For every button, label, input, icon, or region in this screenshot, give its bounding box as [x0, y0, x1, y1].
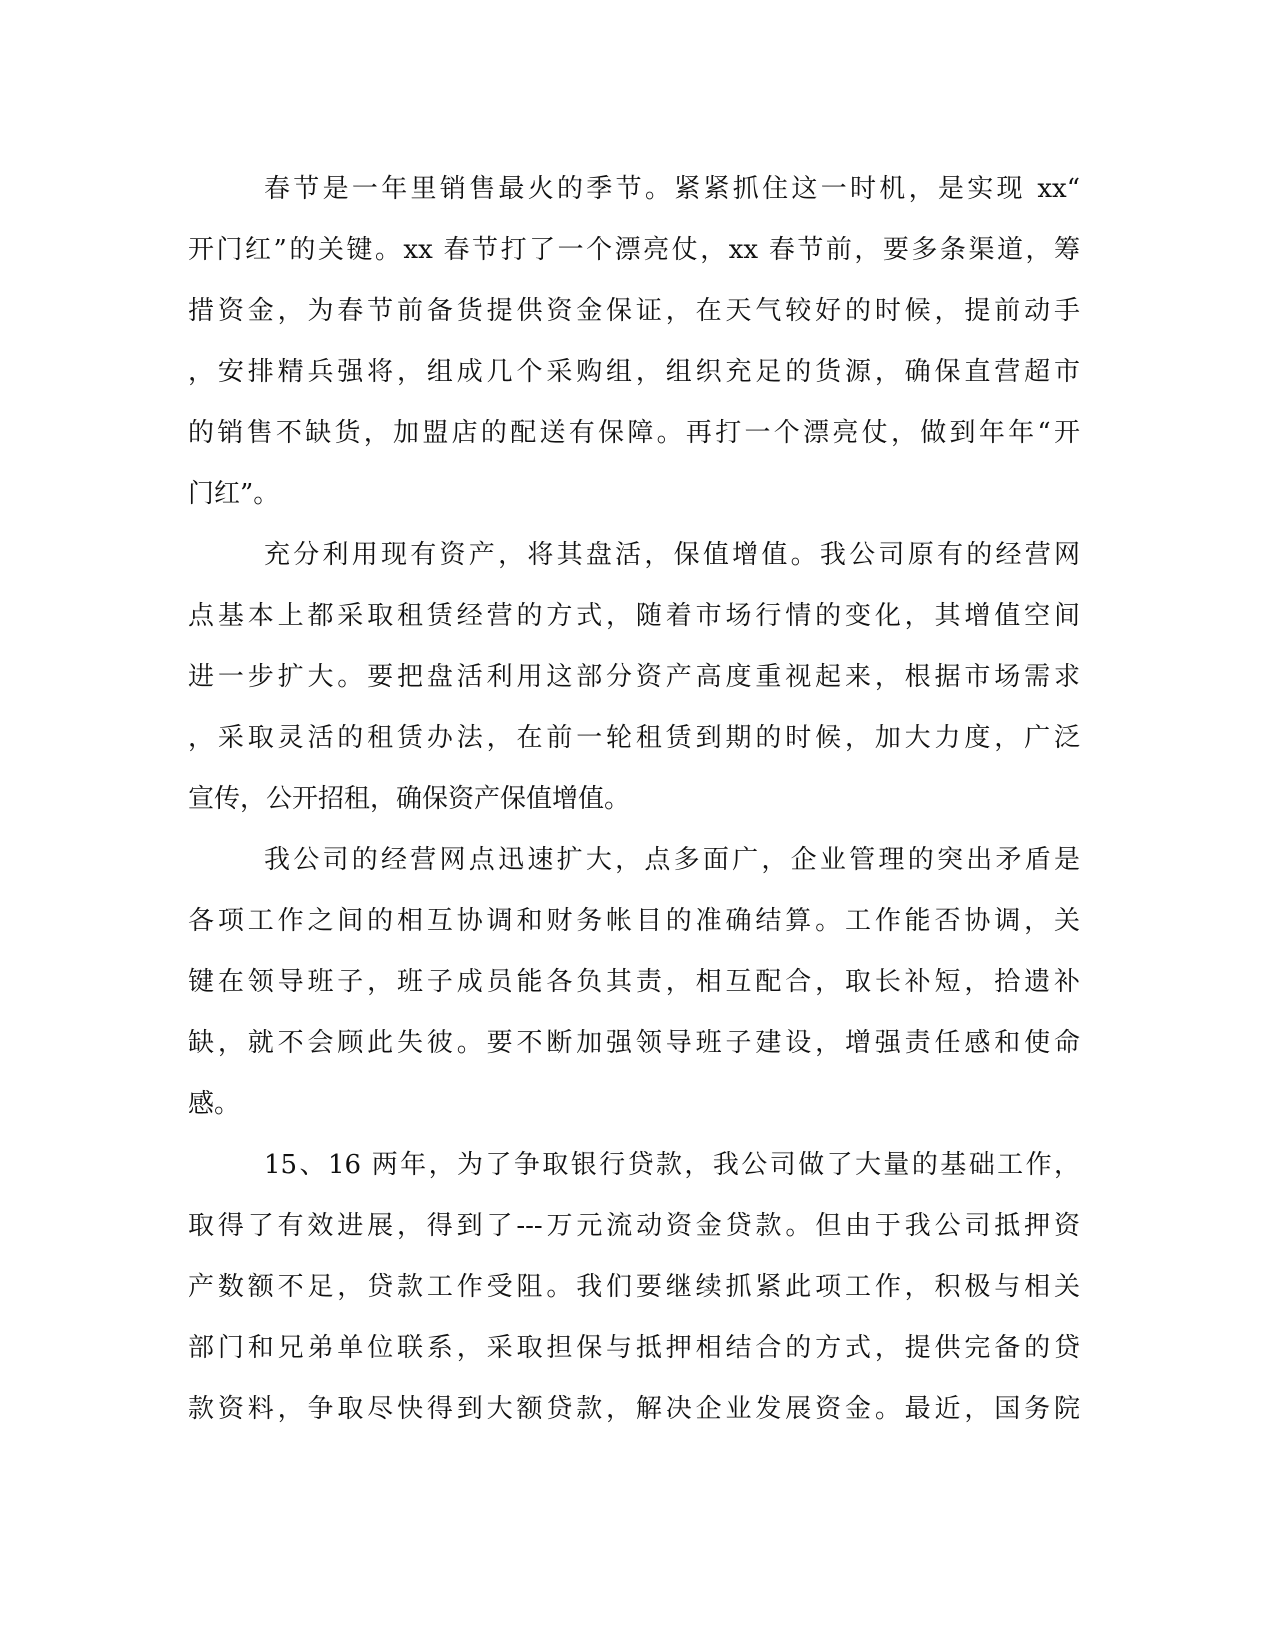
text-line: 开门红”的关键。xx 春节打了一个漂亮仗，xx 春节前，要多条渠道，筹	[188, 235, 1080, 265]
paragraph-4	[188, 1135, 1080, 1440]
text-line: ，采取灵活的租赁办法，在前一轮租赁到期的时候，加大力度，广泛	[188, 723, 1080, 753]
paragraph-1	[188, 159, 1080, 525]
text-line: 感。	[188, 1089, 241, 1119]
text-line: 措资金，为春节前备货提供资金保证，在天气较好的时候，提前动手	[188, 296, 1080, 326]
text-line: ，安排精兵强将，组成几个采购组，组织充足的货源，确保直营超市	[188, 357, 1080, 387]
text-line: 进一步扩大。要把盘活利用这部分资产高度重视起来，根据市场需求	[188, 662, 1080, 692]
paragraph-3	[188, 830, 1080, 1135]
text-line: 15、16 两年，为了争取银行贷款，我公司做了大量的基础工作，	[264, 1150, 1080, 1180]
paragraph-2	[188, 525, 1080, 830]
text-line: 取得了有效进展，得到了---万元流动资金贷款。但由于我公司抵押资	[188, 1211, 1080, 1241]
text-line: 充分利用现有资产，将其盘活，保值增值。我公司原有的经营网	[264, 540, 1080, 570]
text-line: 款资料，争取尽快得到大额贷款，解决企业发展资金。最近，国务院	[188, 1394, 1080, 1424]
text-line: 各项工作之间的相互协调和财务帐目的准确结算。工作能否协调，关	[188, 906, 1080, 936]
text-line: 宣传，公开招租，确保资产保值增值。	[188, 784, 631, 814]
text-line: 缺，就不会顾此失彼。要不断加强领导班子建设，增强责任感和使命	[188, 1028, 1080, 1058]
text-line: 部门和兄弟单位联系，采取担保与抵押相结合的方式，提供完备的贷	[188, 1333, 1080, 1363]
body-text	[188, 159, 1080, 1440]
text-line: 键在领导班子，班子成员能各负其责，相互配合，取长补短，拾遗补	[188, 967, 1080, 997]
text-line: 的销售不缺货，加盟店的配送有保障。再打一个漂亮仗，做到年年“开	[188, 418, 1080, 448]
text-line: 我公司的经营网点迅速扩大，点多面广，企业管理的突出矛盾是	[264, 845, 1080, 875]
text-line: 点基本上都采取租赁经营的方式，随着市场行情的变化，其增值空间	[188, 601, 1080, 631]
text-line: 门红”。	[188, 479, 280, 509]
text-line: 产数额不足，贷款工作受阻。我们要继续抓紧此项工作，积极与相关	[188, 1272, 1080, 1302]
text-line: 春节是一年里销售最火的季节。紧紧抓住这一时机，是实现 xx“	[264, 174, 1080, 204]
